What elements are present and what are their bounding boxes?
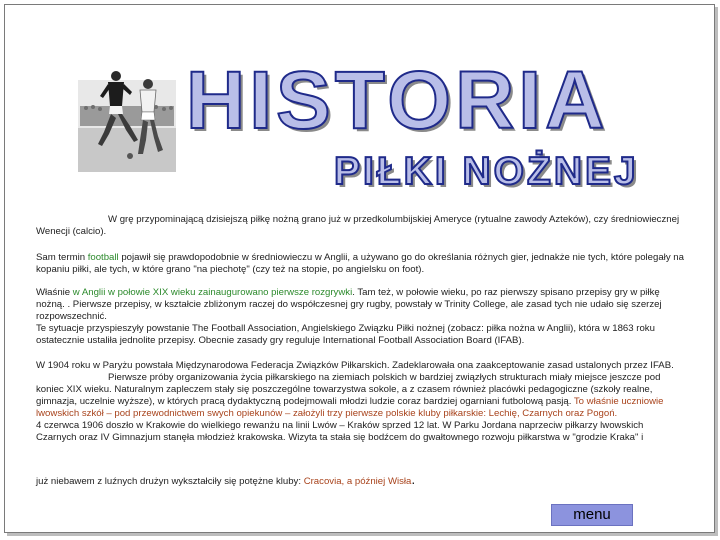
paragraph-england-fa: Te sytuacje przyspieszyły powstanie The Football Association, Angielskiego Związku Piłki nożnej (zobacz: piłka nożna w Anglii), która w 1863 roku ostatecznie ustaliła jednolite przepisy. Obecnie zasady gry reguluje International Football Association Board (IFAB). (36, 323, 655, 346)
paragraph-intro-text: W grę przypominającą dzisiejszą piłkę nożną grano już w przedkolumbijskiej Ameryce (rytualne zawody Azteków), czy średniowiecznej Wenecji (calcio). (36, 214, 680, 237)
page-title: HISTORIA (186, 55, 609, 146)
england-highlight: w Anglii w połowie XIX wieku zainaugurowano pierwsze rozgrywki (72, 287, 353, 298)
paragraph-krakow-1906: 4 czerwca 1906 doszło w Krakowie do wielkiego rewanżu na linii Lwów – Kraków sprzed 12 lat. W Parku Jordana naprzeciw piłkarzy lwowskich Czarnych oraz IV Gimnazjum stanęła młodzież krakowska. Wizyta ta stała się bodźcem do gwałtownego rozwoju piłkarstwa w "grodzie Kraka" i (36, 420, 644, 443)
paragraph-football-term-start: Sam termin (36, 252, 88, 263)
paragraph-england-mid: . Tam też, w połowie wieku, po raz pierwszy spisano przepisy gry w piłkę nożną. . Pierwsze przepisy, w kształcie zbliżonym raczej do współczesnej gry rugby, powstały w Trinity College, ale zasad tych nie udało się szerzej rozpowszechnić. (36, 287, 662, 322)
paragraph-krakow-clubs-start: już niebawem z luźnych drużyn wykształciły się potężne kluby: (36, 476, 304, 487)
menu-button[interactable]: menu (551, 504, 633, 526)
football-highlight: football (87, 252, 119, 263)
paragraph-football-term-end: pojawił się prawdopodobnie w średniowieczu w Anglii, a używano go do określania różnych gier, jednakże nie tych, które polegały na kopaniu piłki, ale tych, w które grano "na piechotę" (czy też na stopie, po angielsku on foot). (36, 252, 684, 275)
paragraph-football-term (36, 252, 686, 276)
paragraph-fifa-poland (36, 360, 686, 444)
paragraph-intro (36, 214, 686, 238)
paragraph-england (36, 287, 686, 347)
page-subtitle: PIŁKI NOŻNEJ (334, 150, 639, 193)
paragraph-krakow-clubs (36, 473, 686, 488)
final-period: . (411, 471, 416, 487)
paragraph-england-start: Właśnie (36, 287, 73, 298)
paragraph-poland: Pierwsze próby organizowania życia piłkarskiego na ziemiach polskich w bardziej związłych strukturach miały miejsce jeszcze pod koniec XIX wieku. Naturalnym zapleczem stały się poszczególne towarzystwa sokole, a z czasem również placówki pedagogiczne (szkoły realne, gimnazja, uczelnie wyższe), w których pracą dydaktyczną podejmowali młodzi ludzie coraz bardziej ogarniani futbolową pasją. (36, 372, 661, 407)
paragraph-fifa: W 1904 roku w Paryżu powstała Międzynarodowa Federacja Związków Piłkarskich. Zadeklarowała ona zaakceptowanie zasad ustalonych przez IFAB. (36, 360, 674, 371)
krakow-clubs-highlight: Cracovia, a później Wisła (303, 476, 412, 487)
lwow-clubs-highlight: To właśnie uczniowie lwowskich szkół – pod przewodnictwem swych opiekunów – założyli trzy pierwsze polskie kluby piłkarskie: Lechię, Czarnych oraz Pogoń. (36, 396, 664, 419)
football-players-photo (78, 62, 176, 172)
